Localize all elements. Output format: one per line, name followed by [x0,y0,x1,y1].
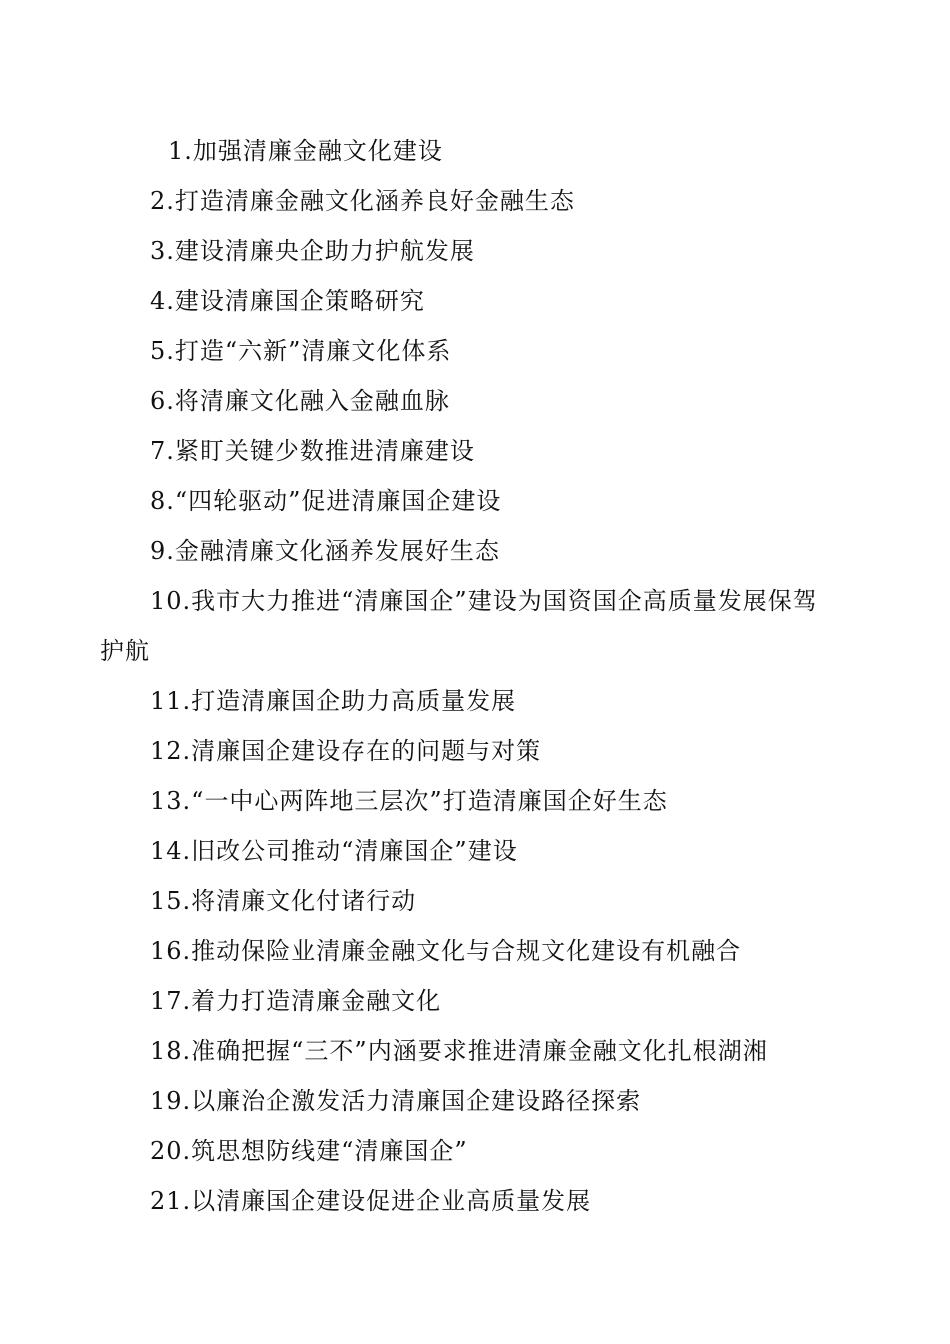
list-item: 17.着力打造清廉金融文化 [150,987,442,1015]
list-item: 11.打造清廉国企助力高质量发展 [150,687,517,715]
list-item: 4.建设清廉国企策略研究 [150,287,425,315]
list-item: 5.打造“六新”清廉文化体系 [150,337,452,365]
list-item: 8.“四轮驱动”促进清廉国企建设 [150,487,502,515]
list-item: 3.建设清廉央企助力护航发展 [150,237,475,265]
list-item: 15.将清廉文化付诸行动 [150,887,417,915]
title-list [100,126,840,1226]
list-item: 1.加强清廉金融文化建设 [168,137,443,165]
list-item: 9.金融清廉文化涵养发展好生态 [150,537,500,565]
list-item: 2.打造清廉金融文化涵养良好金融生态 [150,187,575,215]
list-item: 13.“一中心两阵地三层次”打造清廉国企好生态 [150,787,668,815]
list-item: 19.以廉治企激发活力清廉国企建设路径探索 [150,1087,642,1115]
list-item: 10.我市大力推进“清廉国企”建设为国资国企高质量发展保驾护航 [100,587,818,665]
list-item: 21.以清廉国企建设促进企业高质量发展 [150,1187,592,1215]
list-item: 16.推动保险业清廉金融文化与合规文化建设有机融合 [150,937,742,965]
list-item: 7.紧盯关键少数推进清廉建设 [150,437,475,465]
list-item: 12.清廉国企建设存在的问题与对策 [150,737,542,765]
list-item: 18.准确把握“三不”内涵要求推进清廉金融文化扎根湖湘 [150,1037,768,1065]
list-item: 20.筑思想防线建“清廉国企” [150,1137,468,1165]
list-item: 14.旧改公司推动“清廉国企”建设 [150,837,518,865]
list-item: 6.将清廉文化融入金融血脉 [150,387,450,415]
